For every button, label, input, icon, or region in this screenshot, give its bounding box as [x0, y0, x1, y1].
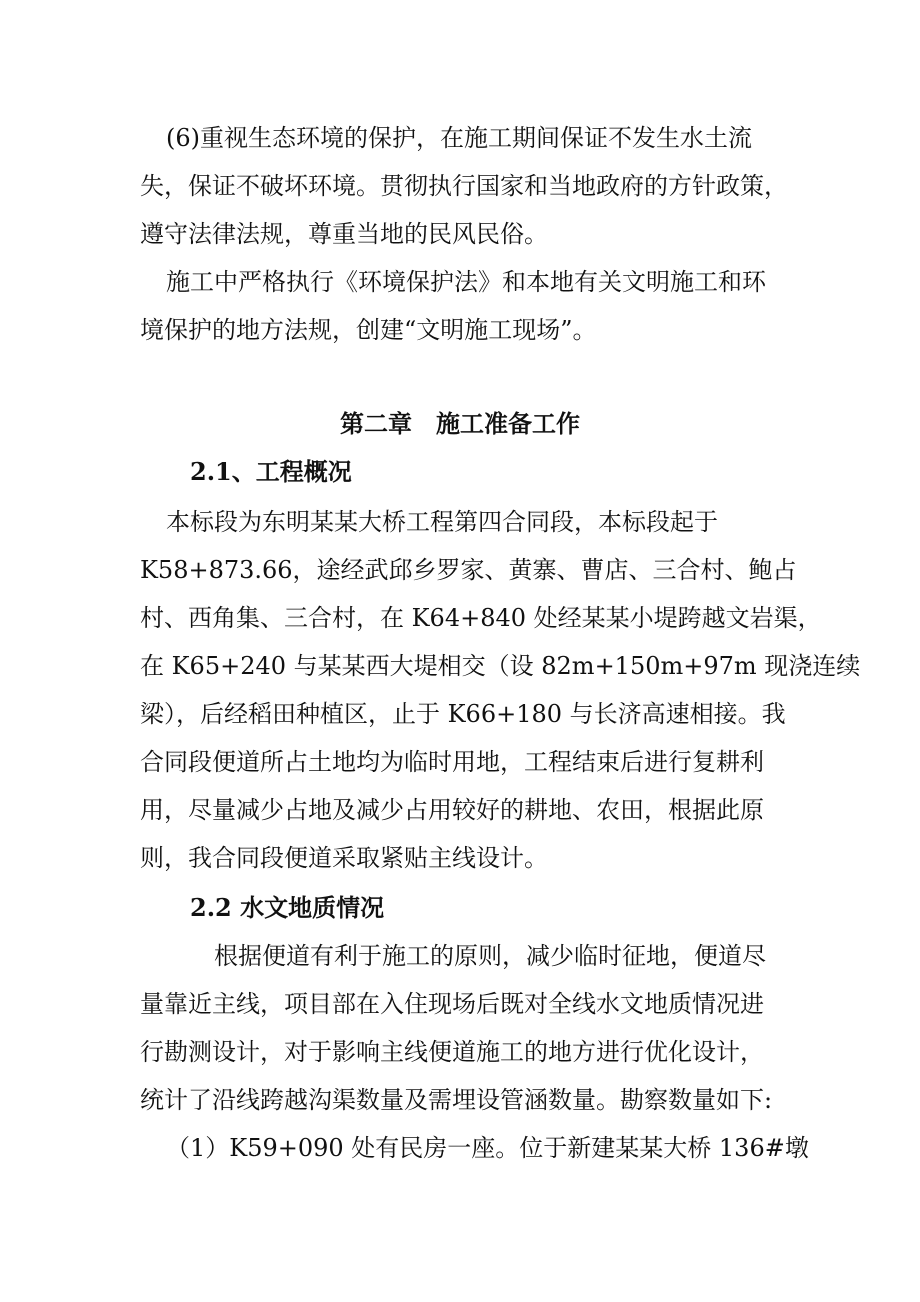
paragraph-line: 量靠近主线，项目部在入住现场后既对全线水文地质情况进 [140, 990, 764, 1018]
paragraph-line: 合同段便道所占土地均为临时用地，工程结束后进行复耕利 [140, 748, 764, 776]
paragraph-line: 村、西角集、三合村，在 K64+840 处经某某小堤跨越文岩渠， [140, 604, 822, 632]
paragraph-line: 统计了沿线跨越沟渠数量及需埋设管涵数量。勘察数量如下: [140, 1086, 773, 1114]
paragraph-line: 用，尽量减少占地及减少占用较好的耕地、农田，根据此原 [140, 796, 764, 824]
paragraph-line: 根据便道有利于施工的原则，减少临时征地，便道尽 [214, 942, 766, 970]
section-heading: 2.1、工程概况 [190, 457, 352, 486]
paragraph-line: (6)重视生态环境的保护，在施工期间保证不发生水土流 [166, 124, 752, 152]
paragraph-line: 施工中严格执行《环境保护法》和本地有关文明施工和环 [166, 268, 766, 296]
chapter-title: 第二章 施工准备工作 [340, 409, 580, 438]
paragraph-line: 遵守法律法规，尊重当地的民风民俗。 [140, 220, 548, 248]
paragraph-line: 境保护的地方法规，创建“文明施工现场”。 [140, 316, 597, 344]
paragraph-line: 则，我合同段便道采取紧贴主线设计。 [140, 844, 548, 872]
paragraph-line: K58+873.66，途经武邱乡罗家、黄寨、曹店、三合村、鲍占 [140, 556, 797, 584]
paragraph-line: 梁），后经稻田种植区，止于 K66+180 与长济高速相接。我 [140, 700, 786, 728]
paragraph-line: 本标段为东明某某大桥工程第四合同段，本标段起于 [166, 508, 718, 536]
paragraph-line: 失，保证不破坏环境。贯彻执行国家和当地政府的方针政策， [140, 172, 788, 200]
paragraph-line: 行勘测设计，对于影响主线便道施工的地方进行优化设计， [140, 1038, 764, 1066]
section-heading: 2.2 水文地质情况 [190, 893, 385, 922]
paragraph-line: 在 K65+240 与某某西大堤相交（设 82m+150m+97m 现浇连续 [140, 652, 861, 680]
list-item: （1）K59+090 处有民房一座。位于新建某某大桥 136#墩 [166, 1134, 809, 1162]
